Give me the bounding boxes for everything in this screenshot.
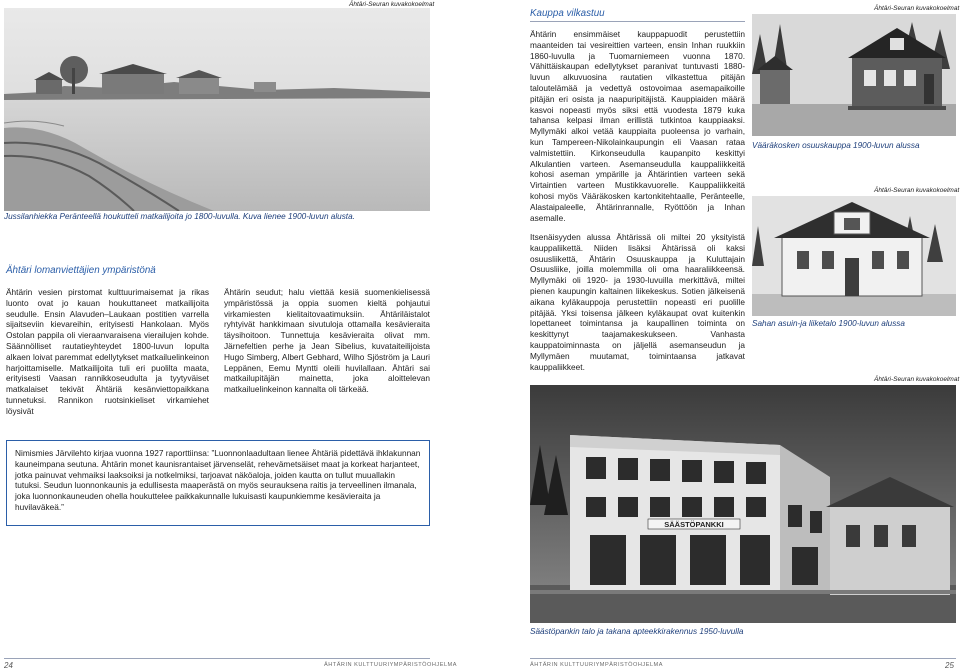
footer-rule-left	[4, 658, 430, 659]
commerce-column-bottom: Itsenäisyyden alussa Ähtärissä oli miltei 20 yksityistä kauppaliikettä. Niiden lisäksi Ähtärissä oli kaksi osuusliikettä, Ähtärin Osuuskauppa ja Kuluttajain Osuusliike, joilla molemmilla oli oma haaraliikkeensä. Myllymäki oli 1920- ja 1930-luvuilla merkittävä, miltei pienen kaupungin kaltainen liikekeskus. Sotien jälkeisenä aikana kyläkauppoja perustettiin nopeasti eri puolille pitäjää. Yksi toisensa jälkeen kyläkaupat ovat kuitenkin lopettaneet toimintansa ja kaupallinen toiminta on keskittynyt taajamakeskukseen. Vanhasta kauppatoiminnasta on jäljellä asemanseudun ja Myllymäen muutamat, toimintaansa jatkavat kauppaliikkeet.	[530, 232, 745, 372]
tourism-column-1: Ähtärin vesien pirstomat kulttuurimaisemat ja rikas luonto ovat jo kauan houkuttaneet matkailijoita seudulle. Ensin Alavuden–Laukaan postitien varrella sijaitseviin kievareihin, erityisesti Hankolaan. Myös Ostolan pappila oli vieraanvaraisena vierailujen kohde. Säännölliset rautatieyhteydet 1800-luvun lopulta alkaen loivat paremmat edellytykset matkailuelinkeinon harjoittamiselle. Matkailijoita tuli eri puolilta maata, erityisesti Vaasan rannikkoseudulta ja tyytyväiset matkalaiset tekivät Ähtäriä kesänviettopaikkana tunnetuksi. Rannikon ruotsinkieliset virkamiehet löysivät	[6, 287, 209, 416]
commerce-column-top: Ähtärin ensimmäiset kauppapuodit perustettiin maanteiden tai vesireittien varteen, ensin Inhan ruukkiin 1860-luvulla ja Tuomarniemeen vuonna 1870. Vähittäiskaupan edellytykset paranivat tuntuvasti 1880-luvun alkuvuosina rautatien vilkastettua pitäjän taloutelämää ja vedettyä ostovoimaa asemapaikoille pitäjän eri osista ja naapuripitäjistä. Kauppiaiden määrä kasvoi nopeasti myös siksi että vuodesta 1879 kuka tahansa kelpasi ilman erillistä tutkintoa kauppiaaksi. Myllymäki alkoi vetää kauppiaita puoleensa jo varhain, kun Tampereen-Nikolainkaupungin eli Vaasan rataa valmistettiin. Kirkonseudulla kaupanpito keskittyi Alkulantien varteen. Asemanseudulla kauppaliikkeitä kohosi aseman ympärille ja Ähtärintien varteen sekä Virtaintien varteen Mustikkavuorelle. Kauppaliikkeitä kohosi myös Vääräkosken kartonkitehtaalle, Peränteelle, Alastaipaleelle, Ähtärinrannalle, Ryöttöön ja Inhan asemalle.	[530, 29, 745, 223]
footer-title-right: ÄHTÄRIN KULTTUURIYMPÄRISTÖOHJELMA	[530, 662, 663, 668]
savings-bank-caption: Säästöpankin talo ja takana apteekkirakennus 1950-luvulla	[530, 627, 744, 636]
quote-box	[6, 440, 430, 526]
lakeshore-photo-caption: Jussilanhiekka Peränteellä houkutteli matkailijoita jo 1800-luvulla. Kuva lienee 1900-luvun alusta.	[4, 212, 355, 221]
footer-title-left: ÄHTÄRIN KULTTUURIYMPÄRISTÖOHJELMA	[324, 662, 457, 668]
savings-bank-photo	[530, 385, 956, 623]
footer-rule-right	[530, 658, 956, 659]
photo-credit-coop: Ähtäri-Seuran kuvakokoelmat	[874, 5, 960, 12]
photo-credit-left: Ähtäri-Seuran kuvakokoelmat	[349, 1, 435, 8]
photo-credit-bank: Ähtäri-Seuran kuvakokoelmat	[874, 376, 960, 383]
section-heading-commerce: Kauppa vilkastuu	[530, 8, 605, 19]
photo-credit-sawmill: Ähtäri-Seuran kuvakokoelmat	[874, 187, 960, 194]
coop-store-caption: Vääräkosken osuuskauppa 1900-luvun alussa	[752, 141, 920, 150]
section-heading-tourism: Ähtäri lomanviettäjien ympäristönä	[6, 265, 156, 276]
page-number-right: 25	[945, 661, 954, 670]
sawmill-house-caption: Sahan asuin-ja liiketalo 1900-luvun alussa	[752, 319, 905, 328]
coop-store-photo	[752, 14, 956, 136]
tourism-column-2: Ähtärin seudut; halu viettää kesiä suomenkielisessä ympäristössä ja oppia suomen kieltä pohjautui virkamiesten kielitaitovaatimuksiin. Ähtäriläistalot ryhtyivät hankkimaan sivutuloja ottamalla kesävieraita täysihoitoon. Tunnettuja kesävieraita olivat mm. Järnefeltien perhe ja Jean Sibelius, kuvataiteilijoista Hugo Simberg, Albert Gebhard, Wilho Sjöström ja Lauri Leppänen, Eemu Myntti oleili huvilallaan. Ähtäri sai matkailupitäjän mainetta, joka aloittelevan matkailuelinkeinon kannalta oli tärkeää.	[224, 287, 430, 395]
bank-sign-text: SÄÄSTÖPANKKI	[664, 520, 724, 529]
page-number-left: 24	[4, 661, 13, 670]
heading-rule-right	[530, 21, 745, 22]
sawmill-house-photo	[752, 196, 956, 316]
police-chief-quote: Nimismies Järvilehto kirjaa vuonna 1927 raporttiinsa: ”Luonnonlaadultaan lienee Ähtäriä pidettävä ihklakunnan kauneimpana seutuna. Ähtärin monet kaunisrantaiset järvenselät, rehevämetsäiset maat ja korkeat harjanteet, jotka painuvat vehmaiksi laaksoiksi ja notkelmiksi, tarjoavat näköaloja, joiden kautta on tullut muuallakin tutuksi. Seudun luonnonkaunis ja edullisesta maaperästä on myös seurauksena raitis ja terveellinen ilmanala, joka luonnonkauneuden ohella houkuttelee paikkakunnalle lukuisasti kaupunkiemme kesävieraita ja huvilaväkeä.”	[15, 448, 421, 512]
lakeshore-photo	[4, 8, 430, 211]
